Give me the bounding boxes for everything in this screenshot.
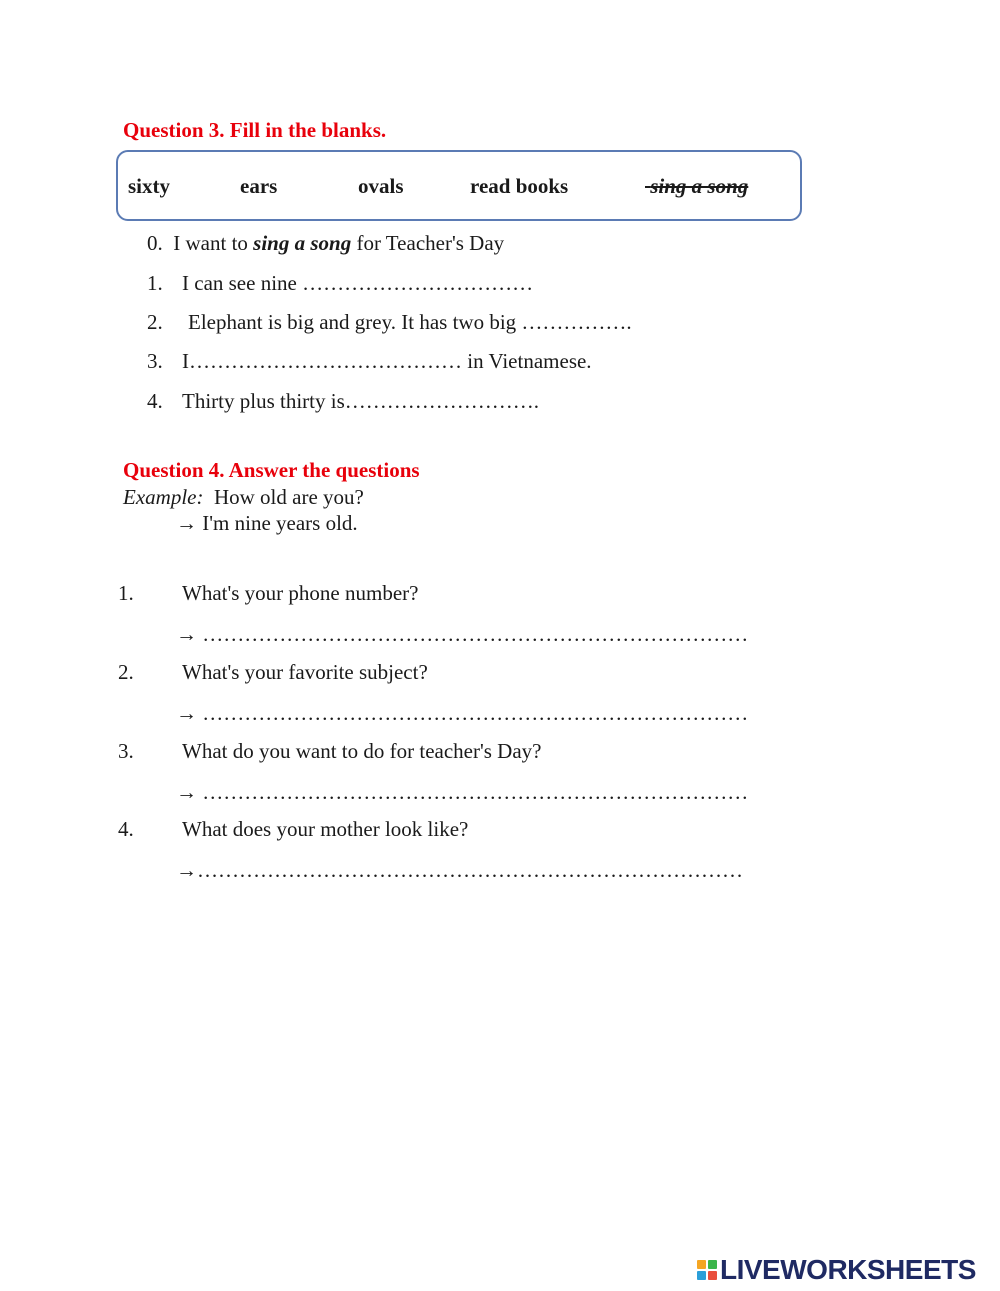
q4-answer-line: → …………………………………………………………………… bbox=[176, 701, 749, 725]
q3-item-number: 3. bbox=[147, 349, 163, 373]
question-3-title: Question 3. Fill in the blanks. bbox=[123, 118, 387, 142]
word-bank-item: sixty bbox=[128, 174, 170, 198]
q3-item-text: Thirty plus thirty is………………………. bbox=[182, 389, 539, 413]
word-bank-item: ovals bbox=[358, 174, 404, 198]
q3-item-number: 2. bbox=[147, 310, 163, 334]
q4-answer-line: →…………………………………………………………………… bbox=[176, 858, 743, 882]
example-number: 0. bbox=[147, 231, 163, 255]
q4-item-number: 4. bbox=[118, 817, 134, 841]
word-bank-item: read books bbox=[470, 174, 569, 198]
example-question: How old are you? bbox=[213, 485, 364, 509]
q4-item-number: 3. bbox=[118, 739, 134, 763]
example-answer: sing a song bbox=[253, 231, 352, 255]
q4-answer-line: → …………………………………………………………………… bbox=[176, 622, 749, 646]
example-before: I want to bbox=[173, 231, 254, 255]
q3-item-text: I can see nine …………………………… bbox=[182, 271, 534, 295]
q4-item-question: What does your mother look like? bbox=[182, 817, 469, 841]
word-bank-item: ears bbox=[240, 174, 278, 198]
q3-item-text: I………………………………… in Vietnamese. bbox=[182, 349, 592, 373]
example-answer-line: → I'm nine years old. bbox=[176, 511, 358, 535]
q4-answer-line: → …………………………………………………………………… bbox=[176, 780, 749, 804]
logo-blocks-icon bbox=[697, 1260, 717, 1280]
example-after: for Teacher's Day bbox=[351, 231, 505, 255]
q4-item-question: What's your favorite subject? bbox=[182, 660, 428, 684]
question-4-title: Question 4. Answer the questions bbox=[123, 458, 420, 482]
q3-item-number: 4. bbox=[147, 389, 163, 413]
q3-item-text: Elephant is big and grey. It has two big ……………. bbox=[188, 310, 632, 334]
example-label: Example: bbox=[123, 485, 204, 509]
q4-item-number: 2. bbox=[118, 660, 134, 684]
q4-example bbox=[123, 485, 364, 510]
liveworksheets-logo bbox=[697, 1255, 976, 1285]
logo-text: LIVEWORKSHEETS bbox=[720, 1254, 976, 1285]
q4-item-question: What's your phone number? bbox=[182, 581, 419, 605]
word-bank-item-used bbox=[645, 174, 748, 199]
example-sentence bbox=[147, 231, 504, 256]
q4-item-question: What do you want to do for teacher's Day? bbox=[182, 739, 542, 763]
word-bank-item-used-text: sing a song bbox=[650, 174, 749, 198]
q4-item-number: 1. bbox=[118, 581, 134, 605]
q3-item-number: 1. bbox=[147, 271, 163, 295]
